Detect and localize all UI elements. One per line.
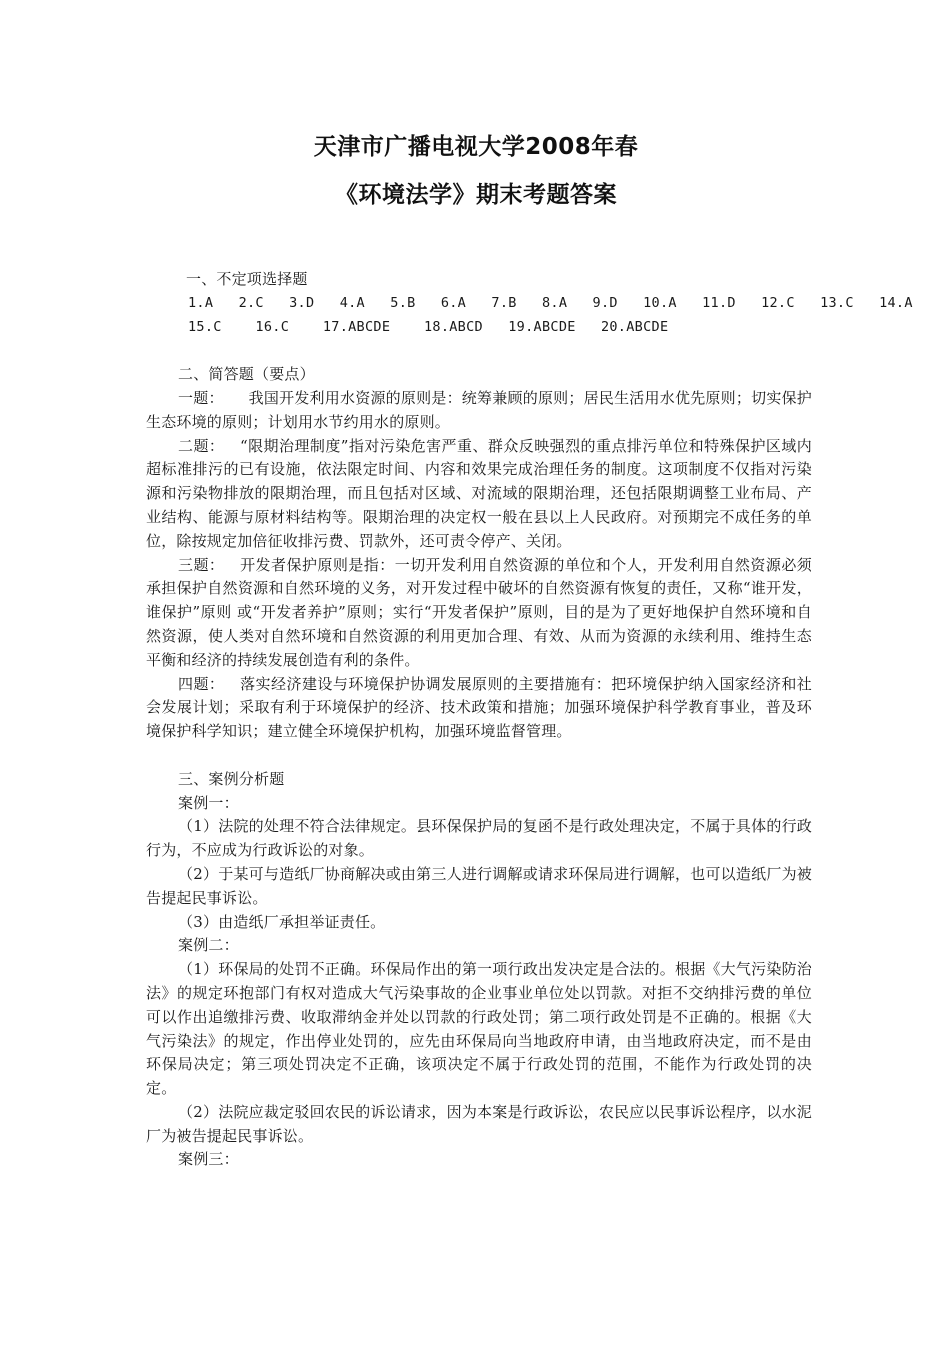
- answer-key: [188, 292, 913, 340]
- section-1-heading: 一、不定项选择题: [186, 270, 308, 288]
- case-2-answer-2: （2）法院应裁定驳回农民的诉讼请求，因为本案是行政诉讼，农民应以民事诉讼程序，以水泥厂为被告提起民事诉讼。: [146, 1102, 812, 1145]
- document-subtitle: 《环境法学》期末考题答案: [335, 182, 617, 208]
- short-answer-4: 四题： 落实经济建设与环境保护协调发展原则的主要措施有：把环境保护纳入国家经济和社会发展计划；采取有利于环境保护的经济、技术政策和措施；加强环境保护科学教育事业，普及环境保护科学知识；建立健全环境保护机构，加强环境监督管理。: [146, 674, 812, 741]
- section-2-heading: 二、简答题（要点）: [178, 365, 315, 384]
- case-1-label: 案例一：: [178, 793, 239, 812]
- case-3-label: 案例三：: [178, 1150, 239, 1169]
- short-answer-2: 二题： “限期治理制度”指对污染危害严重、群众反映强烈的重点排污单位和特殊保护区域内超标准排污的已有设施，依法限定时间、内容和效果完成治理任务的制度。这项制度不仅指对污染源和污染物排放的限期治理，而且包括对区域、对流域的限期治理，还包括限期调整工业布局、产业结构、能源与原材料结构等。限期治理的决定权一般在县以上人民政府。对预期完不成任务的单位，除按规定加倍征收排污费、罚款外，还可责令停产、关闭。: [146, 436, 812, 550]
- short-answer-3: 三题： 开发者保护原则是指：一切开发利用自然资源的单位和个人，开发利用自然资源必须承担保护自然资源和自然环境的义务，对开发过程中破坏的自然资源有恢复的责任，又称“谁开发，谁保护”原则 或“开发者养护”原则；实行“开发者保护”原则，目的是为了更好地保护自然环境和自然资源，使人类对自然环境和自然资源的利用更加合理、有效、从而为资源的永续利用、维持生态平衡和经济的持续发展创造有利的条件。: [146, 555, 812, 669]
- document-title: 天津市广播电视大学2008年春: [313, 134, 639, 160]
- case-1-answer-2: （2）于某可与造纸厂协商解决或由第三人进行调解或请求环保局进行调解，也可以造纸厂为被告提起民事诉讼。: [146, 864, 812, 907]
- document-body: [146, 268, 913, 1172]
- answer-row-1: 1.A 2.C 3.D 4.A 5.B 6.A 7.B 8.A 9.D 10.A 11.D 12.C 13.C 14.A: [188, 294, 913, 311]
- short-answer-1: 一题： 我国开发利用水资源的原则是：统筹兼顾的原则；居民生活用水优先原则；切实保护生态环境的原则；计划用水节约用水的原则。: [146, 388, 812, 431]
- answer-row-2: 15.C 16.C 17.ABCDE 18.ABCD 19.ABCDE 20.ABCDE: [188, 318, 669, 335]
- case-2-label: 案例二：: [178, 936, 239, 955]
- case-1-answer-1: （1）法院的处理不符合法律规定。县环保保护局的复函不是行政处理决定，不属于具体的行政行为，不应成为行政诉讼的对象。: [146, 817, 812, 860]
- section-3-heading: 三、案例分析题: [178, 769, 285, 788]
- case-1-answer-3: （3）由造纸厂承担举证责任。: [178, 912, 386, 931]
- case-2-answer-1: （1）环保局的处罚不正确。环保局作出的第一项行政出发决定是合法的。根据《大气污染防治法》的规定环抱部门有权对造成大气污染事故的企业事业单位处以罚款。对拒不交纳排污费的单位可以作出追缴排污费、收取滞纳金并处以罚款的行政处罚；第二项行政处罚是不正确的。根据《大气污染法》的规定，作出停业处罚的，应先由环保局向当地政府申请，由当地政府决定，而不是由环保局决定；第三项处罚决定不正确，该项决定不属于行政处罚的范围，不能作为行政处罚的决定。: [146, 960, 812, 1098]
